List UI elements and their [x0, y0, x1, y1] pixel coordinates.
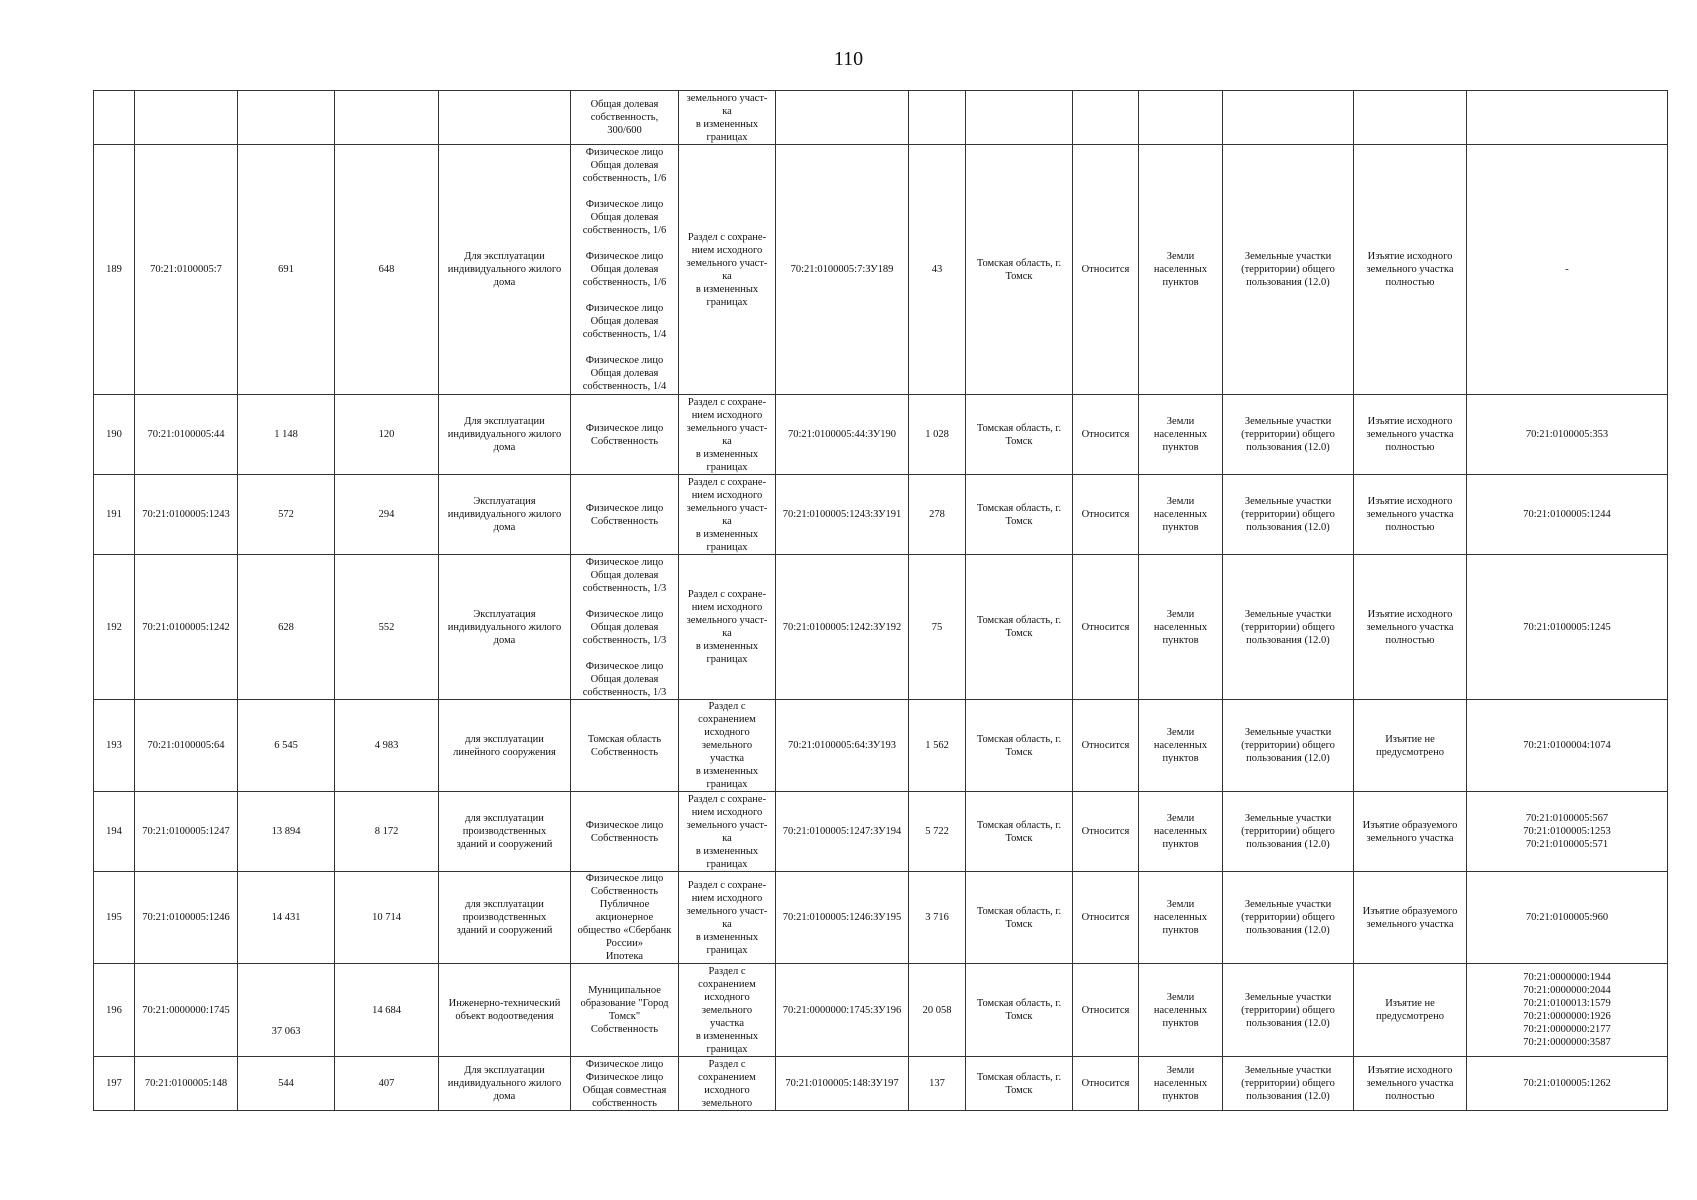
new-plot-area-cell — [909, 91, 966, 145]
permitted-use-cell: Эксплуатация индивидуального жилого дома — [439, 475, 571, 555]
row-number-cell: 194 — [94, 792, 135, 872]
new-plot-area-cell: 1 028 — [909, 395, 966, 475]
table-row — [94, 964, 1668, 1057]
total-area-cell: 6 545 — [238, 700, 335, 792]
relation-cell: Относится — [1073, 792, 1139, 872]
row-number-cell: 191 — [94, 475, 135, 555]
withdrawal-cell: Изъятие исходного земельного участка полностью — [1354, 395, 1467, 475]
related-objects-cell: 70:21:0100005:567 70:21:0100005:1253 70:21:0100005:571 — [1467, 792, 1668, 872]
new-permitted-use-cell: Земельные участки (территории) общего пользования (12.0) — [1223, 395, 1354, 475]
address-cell: Томская область, г. Томск — [966, 872, 1073, 964]
related-objects-cell: 70:21:0100005:353 — [1467, 395, 1668, 475]
table-row — [94, 872, 1668, 964]
relation-cell: Относится — [1073, 395, 1139, 475]
row-number-cell: 197 — [94, 1057, 135, 1111]
withdrawal-cell: Изъятие исходного земельного участка полностью — [1354, 555, 1467, 700]
withdrawal-cell: Изъятие образуемого земельного участка — [1354, 872, 1467, 964]
action-type-cell: Раздел с сохранением исходного земельного — [679, 1057, 776, 1111]
land-category-cell: Земли населенных пунктов — [1139, 395, 1223, 475]
rights-holder-cell: Муниципальное образование "Город Томск" Собственность — [571, 964, 679, 1057]
withdrawal-cell — [1354, 91, 1467, 145]
new-plot-id-cell: 70:21:0100005:148:ЗУ197 — [776, 1057, 909, 1111]
cadastral-number-cell: 70:21:0100005:1246 — [135, 872, 238, 964]
address-cell: Томская область, г. Томск — [966, 395, 1073, 475]
rights-holder-cell: Физическое лицо Собственность Публичное акционерное общество «Сбербанк России» Ипотека — [571, 872, 679, 964]
rights-holder-cell: Томская область Собственность — [571, 700, 679, 792]
permitted-use-cell: Для эксплуатации индивидуального жилого дома — [439, 395, 571, 475]
new-plot-area-cell: 5 722 — [909, 792, 966, 872]
action-type-cell: Раздел с сохране- нием исходного земельного участ- ка в измененных границах — [679, 555, 776, 700]
land-category-cell: Земли населенных пунктов — [1139, 872, 1223, 964]
permitted-use-cell: Инженерно-технический объект водоотведения — [439, 964, 571, 1057]
part-area-cell: 14 684 — [335, 964, 439, 1057]
part-area-cell: 552 — [335, 555, 439, 700]
table-row — [94, 555, 1668, 700]
total-area-cell: 572 — [238, 475, 335, 555]
address-cell: Томская область, г. Томск — [966, 475, 1073, 555]
action-type-cell: Раздел с сохране- нием исходного земельного участ- ка в измененных границах — [679, 792, 776, 872]
related-objects-cell: 70:21:0100005:1245 — [1467, 555, 1668, 700]
land-category-cell: Земли населенных пунктов — [1139, 555, 1223, 700]
permitted-use-cell: для эксплуатации производственных зданий и сооружений — [439, 872, 571, 964]
related-objects-cell: 70:21:0100005:1244 — [1467, 475, 1668, 555]
relation-cell: Относится — [1073, 1057, 1139, 1111]
table-row — [94, 145, 1668, 395]
permitted-use-cell: Эксплуатация индивидуального жилого дома — [439, 555, 571, 700]
rights-holder-cell: Физическое лицо Общая долевая собственность, 1/6 Физическое лицо Общая долевая собственность, 1/6 Физическое лицо Общая долевая собственность, 1/6 Физическое лицо Общая долевая собственность, 1/4 Физическое лицо Общая долевая собственность, 1/4 — [571, 145, 679, 395]
new-plot-area-cell: 278 — [909, 475, 966, 555]
new-permitted-use-cell: Земельные участки (территории) общего пользования (12.0) — [1223, 700, 1354, 792]
new-plot-area-cell: 1 562 — [909, 700, 966, 792]
new-plot-id-cell: 70:21:0100005:44:ЗУ190 — [776, 395, 909, 475]
related-objects-cell: 70:21:0000000:1944 70:21:0000000:2044 70:21:0100013:1579 70:21:0000000:1926 70:21:0000000:2177 70:21:0000000:3587 — [1467, 964, 1668, 1057]
new-permitted-use-cell: Земельные участки (территории) общего пользования (12.0) — [1223, 475, 1354, 555]
table-body — [94, 91, 1668, 1111]
part-area-cell: 294 — [335, 475, 439, 555]
relation-cell: Относится — [1073, 145, 1139, 395]
withdrawal-cell: Изъятие исходного земельного участка полностью — [1354, 475, 1467, 555]
action-type-cell: земельного участ- ка в измененных границах — [679, 91, 776, 145]
related-objects-cell — [1467, 91, 1668, 145]
total-area-cell: 544 — [238, 1057, 335, 1111]
new-plot-id-cell — [776, 91, 909, 145]
table-row — [94, 395, 1668, 475]
row-number-cell: 189 — [94, 145, 135, 395]
permitted-use-cell: для эксплуатации линейного сооружения — [439, 700, 571, 792]
total-area-cell: 691 — [238, 145, 335, 395]
relation-cell: Относится — [1073, 555, 1139, 700]
table-row — [94, 700, 1668, 792]
relation-cell: Относится — [1073, 700, 1139, 792]
land-category-cell: Земли населенных пунктов — [1139, 145, 1223, 395]
new-permitted-use-cell — [1223, 91, 1354, 145]
permitted-use-cell: Для эксплуатации индивидуального жилого дома — [439, 1057, 571, 1111]
total-area-cell: 14 431 — [238, 872, 335, 964]
withdrawal-cell: Изъятие образуемого земельного участка — [1354, 792, 1467, 872]
relation-cell — [1073, 91, 1139, 145]
address-cell: Томская область, г. Томск — [966, 964, 1073, 1057]
action-type-cell: Раздел с сохране- нием исходного земельного участ- ка в измененных границах — [679, 395, 776, 475]
cadastral-number-cell: 70:21:0100005:44 — [135, 395, 238, 475]
related-objects-cell: 70:21:0100004:1074 — [1467, 700, 1668, 792]
new-plot-area-cell: 137 — [909, 1057, 966, 1111]
withdrawal-cell: Изъятие исходного земельного участка полностью — [1354, 145, 1467, 395]
row-number-cell — [94, 91, 135, 145]
relation-cell: Относится — [1073, 964, 1139, 1057]
row-number-cell: 196 — [94, 964, 135, 1057]
new-permitted-use-cell: Земельные участки (территории) общего пользования (12.0) — [1223, 792, 1354, 872]
total-area-cell — [238, 91, 335, 145]
table-row — [94, 1057, 1668, 1111]
address-cell: Томская область, г. Томск — [966, 145, 1073, 395]
action-type-cell: Раздел с сохранением исходного земельного участка в измененных границах — [679, 964, 776, 1057]
cadastral-number-cell: 70:21:0000000:1745 — [135, 964, 238, 1057]
part-area-cell — [335, 91, 439, 145]
withdrawal-cell: Изъятие исходного земельного участка полностью — [1354, 1057, 1467, 1111]
cadastral-number-cell: 70:21:0100005:1247 — [135, 792, 238, 872]
part-area-cell: 407 — [335, 1057, 439, 1111]
new-plot-id-cell: 70:21:0100005:7:ЗУ189 — [776, 145, 909, 395]
row-number-cell: 193 — [94, 700, 135, 792]
row-number-cell: 192 — [94, 555, 135, 700]
new-permitted-use-cell: Земельные участки (территории) общего пользования (12.0) — [1223, 555, 1354, 700]
new-plot-id-cell: 70:21:0000000:1745:ЗУ196 — [776, 964, 909, 1057]
new-plot-id-cell: 70:21:0100005:1246:ЗУ195 — [776, 872, 909, 964]
land-category-cell: Земли населенных пунктов — [1139, 700, 1223, 792]
rights-holder-cell: Физическое лицо Собственность — [571, 792, 679, 872]
total-area-cell: 13 894 — [238, 792, 335, 872]
total-area-cell: 1 148 — [238, 395, 335, 475]
land-category-cell: Земли населенных пунктов — [1139, 792, 1223, 872]
rights-holder-cell: Физическое лицо Физическое лицо Общая совместная собственность — [571, 1057, 679, 1111]
new-permitted-use-cell: Земельные участки (территории) общего пользования (12.0) — [1223, 964, 1354, 1057]
land-category-cell — [1139, 91, 1223, 145]
permitted-use-cell: для эксплуатации производственных зданий и сооружений — [439, 792, 571, 872]
cadastral-number-cell: 70:21:0100005:1242 — [135, 555, 238, 700]
new-plot-id-cell: 70:21:0100005:1243:ЗУ191 — [776, 475, 909, 555]
cadastral-number-cell: 70:21:0100005:148 — [135, 1057, 238, 1111]
rights-holder-cell: Физическое лицо Собственность — [571, 395, 679, 475]
new-plot-id-cell: 70:21:0100005:64:ЗУ193 — [776, 700, 909, 792]
cadastral-number-cell: 70:21:0100005:1243 — [135, 475, 238, 555]
address-cell — [966, 91, 1073, 145]
rights-holder-cell: Физическое лицо Общая долевая собственность, 1/3 Физическое лицо Общая долевая собственность, 1/3 Физическое лицо Общая долевая собственность, 1/3 — [571, 555, 679, 700]
land-registry-table — [93, 90, 1668, 1111]
action-type-cell: Раздел с сохране- нием исходного земельного участ- ка в измененных границах — [679, 872, 776, 964]
cadastral-number-cell: 70:21:0100005:7 — [135, 145, 238, 395]
new-plot-area-cell: 3 716 — [909, 872, 966, 964]
part-area-cell: 648 — [335, 145, 439, 395]
relation-cell: Относится — [1073, 475, 1139, 555]
part-area-cell: 4 983 — [335, 700, 439, 792]
part-area-cell: 120 — [335, 395, 439, 475]
total-area-cell: 628 — [238, 555, 335, 700]
new-permitted-use-cell: Земельные участки (территории) общего пользования (12.0) — [1223, 145, 1354, 395]
address-cell: Томская область, г. Томск — [966, 555, 1073, 700]
land-category-cell: Земли населенных пунктов — [1139, 475, 1223, 555]
cadastral-number-cell — [135, 91, 238, 145]
new-plot-area-cell: 20 058 — [909, 964, 966, 1057]
table-row — [94, 91, 1668, 145]
new-plot-area-cell: 43 — [909, 145, 966, 395]
part-area-cell: 8 172 — [335, 792, 439, 872]
table-row — [94, 475, 1668, 555]
new-permitted-use-cell: Земельные участки (территории) общего пользования (12.0) — [1223, 1057, 1354, 1111]
new-permitted-use-cell: Земельные участки (территории) общего пользования (12.0) — [1223, 872, 1354, 964]
table-row — [94, 792, 1668, 872]
row-number-cell: 190 — [94, 395, 135, 475]
permitted-use-cell — [439, 91, 571, 145]
address-cell: Томская область, г. Томск — [966, 1057, 1073, 1111]
relation-cell: Относится — [1073, 872, 1139, 964]
action-type-cell: Раздел с сохране- нием исходного земельного участ- ка в измененных границах — [679, 475, 776, 555]
new-plot-id-cell: 70:21:0100005:1247:ЗУ194 — [776, 792, 909, 872]
new-plot-area-cell: 75 — [909, 555, 966, 700]
land-category-cell: Земли населенных пунктов — [1139, 1057, 1223, 1111]
new-plot-id-cell: 70:21:0100005:1242:ЗУ192 — [776, 555, 909, 700]
rights-holder-cell: Общая долевая собственность, 300/600 — [571, 91, 679, 145]
row-number-cell: 195 — [94, 872, 135, 964]
address-cell: Томская область, г. Томск — [966, 700, 1073, 792]
cadastral-number-cell: 70:21:0100005:64 — [135, 700, 238, 792]
related-objects-cell: - — [1467, 145, 1668, 395]
part-area-cell: 10 714 — [335, 872, 439, 964]
rights-holder-cell: Физическое лицо Собственность — [571, 475, 679, 555]
total-area-cell: 37 063 — [238, 964, 335, 1057]
related-objects-cell: 70:21:0100005:1262 — [1467, 1057, 1668, 1111]
land-category-cell: Земли населенных пунктов — [1139, 964, 1223, 1057]
action-type-cell: Раздел с сохранением исходного земельного участка в измененных границах — [679, 700, 776, 792]
permitted-use-cell: Для эксплуатации индивидуального жилого дома — [439, 145, 571, 395]
page-number: 110 — [833, 48, 864, 70]
withdrawal-cell: Изъятие не предусмотрено — [1354, 964, 1467, 1057]
withdrawal-cell: Изъятие не предусмотрено — [1354, 700, 1467, 792]
address-cell: Томская область, г. Томск — [966, 792, 1073, 872]
action-type-cell: Раздел с сохране- нием исходного земельного участ- ка в измененных границах — [679, 145, 776, 395]
related-objects-cell: 70:21:0100005:960 — [1467, 872, 1668, 964]
